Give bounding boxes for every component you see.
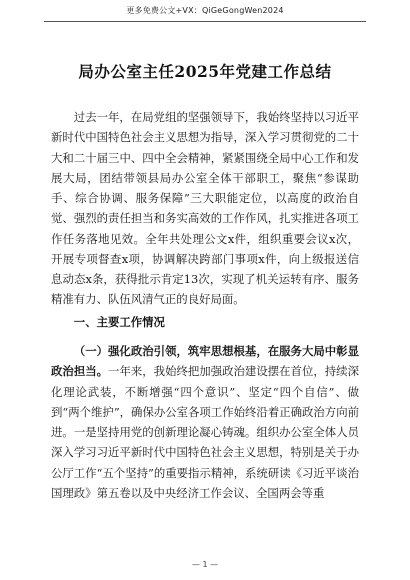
intro-paragraph: 过去一年，在局党组的坚强领导下，我始终坚持以习近平新时代中国特色社会主义思想为指导，深入学习贯彻党的二十大和二十届三中、四中全会精神，紧紧围绕全局中心工作和发展大局，团结带领县局办公室全体干部职工，聚焦“参谋助手、综合协调、服务保障”三大职能定位，以高度的政治自觉、强烈的责任担当和务实高效的工作作风，扎实推进各项工作任务落地见效。全年共处理公文x件，组织重要会议x次，开展专项督查x项，协调解决跨部门事项x件，向上级报送信息动态x条，获得批示肯定13次，实现了机关运转有序、服务精准有力、队伍风清气正的良好局面。 <box>51 110 359 307</box>
subsection-body: 一年来，我始终把加强政治建设摆在首位，持续深化理论武装，不断增强“四个意识”、坚定“四个自信”、做到“两个维护”，确保办公室各项工作始终沿着正确政治方向前进。一是坚持用党的创新理论凝心铸魂。组织办公室全体人员深入学习习近平新时代中国特色社会主义思想，特别是关于办公厅工作“五个坚持”的重要指示精神，系统研读《习近平谈治国理政》第五卷以及中央经济工作会议、全国两会等重 <box>51 364 359 500</box>
section-heading: 一、主要工作情况 <box>73 315 165 329</box>
header-divider <box>44 21 366 22</box>
subsection-paragraph <box>51 341 359 503</box>
document-title: 局办公室主任2025年党建工作总结 <box>78 62 332 81</box>
header-note: 更多免费公文+VX：QiGeGongWen2024 <box>126 6 284 15</box>
page-number: — 1 — <box>191 560 219 569</box>
subsection-heading: （一）强化政治引领，筑牢思想根基，在服务大局中彰显政治担当。 <box>51 344 359 379</box>
